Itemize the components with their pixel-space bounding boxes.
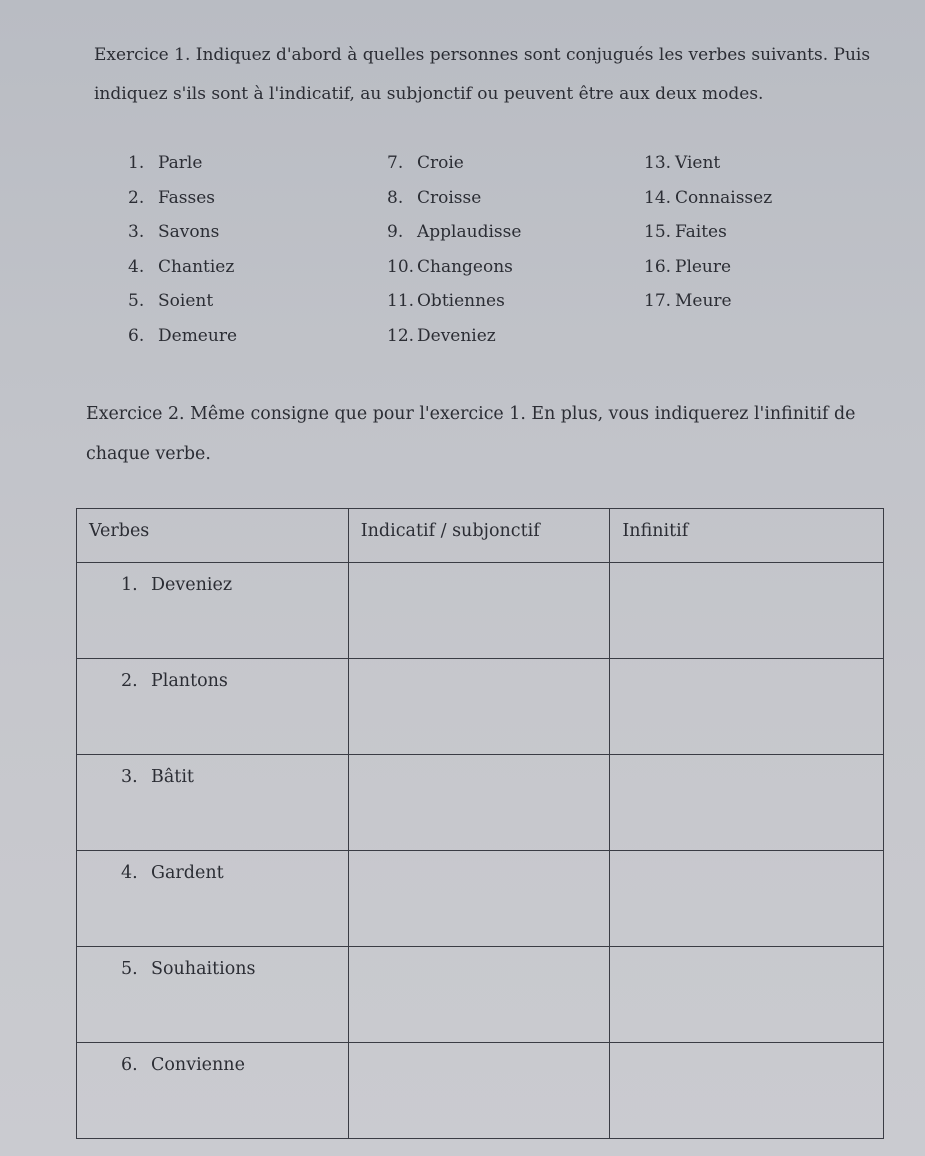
table-row	[77, 1043, 884, 1139]
verb-list-item	[128, 284, 237, 319]
exercise2-heading: Exercice 2. Même consigne que pour l'exercice 1. En plus, vous indiquerez l'infinitif de chaque verbe.	[86, 404, 856, 464]
verb-number: 17.	[644, 291, 672, 312]
row-verb: Deveniez	[151, 575, 233, 595]
verb-list-item	[128, 181, 237, 216]
exercise1-verb-list-col1	[128, 146, 237, 354]
row-number: 2.	[121, 671, 138, 691]
verb-list-item	[387, 215, 521, 250]
table-header-row	[77, 509, 884, 563]
verb-list-item	[387, 146, 521, 181]
verb-cell	[77, 755, 349, 851]
verb-list-item	[387, 284, 521, 319]
infinitive-answer-cell[interactable]	[610, 1043, 884, 1139]
verb-cell	[77, 851, 349, 947]
header-indicatif-subjonctif: Indicatif / subjonctif	[348, 509, 610, 563]
verb-number: 3.	[128, 222, 145, 243]
infinitive-answer-cell[interactable]	[610, 563, 884, 659]
verb-list-item	[128, 250, 237, 285]
mode-answer-cell[interactable]	[348, 851, 610, 947]
verb-number: 6.	[128, 325, 145, 346]
verb-list-item	[644, 250, 772, 285]
verb-text: Vient	[675, 153, 721, 173]
verb-number: 11.	[387, 291, 415, 312]
mode-answer-cell[interactable]	[348, 755, 610, 851]
table-row	[77, 659, 884, 755]
verb-cell	[77, 1043, 349, 1139]
verb-cell	[77, 659, 349, 755]
infinitive-answer-cell[interactable]	[610, 947, 884, 1043]
exercise2-table	[76, 508, 884, 1139]
row-number: 3.	[121, 767, 138, 787]
mode-answer-cell[interactable]	[348, 563, 610, 659]
table-row	[77, 947, 884, 1043]
row-number: 6.	[121, 1055, 138, 1075]
verb-list-item	[387, 181, 521, 216]
verb-number: 1.	[128, 153, 145, 173]
verb-text: Savons	[158, 222, 220, 243]
verb-text: Croie	[417, 153, 464, 173]
row-number: 4.	[121, 863, 138, 883]
row-number: 5.	[121, 959, 138, 979]
mode-answer-cell[interactable]	[348, 947, 610, 1043]
verb-text: Deveniez	[417, 325, 496, 346]
mode-answer-cell[interactable]	[348, 1043, 610, 1139]
mode-answer-cell[interactable]	[348, 659, 610, 755]
verb-cell	[77, 947, 349, 1043]
verb-number: 12.	[387, 325, 415, 346]
row-verb: Plantons	[151, 671, 228, 691]
verb-number: 16.	[644, 256, 672, 277]
verb-number: 15.	[644, 222, 672, 243]
verb-text: Connaissez	[675, 187, 773, 208]
verb-list-item	[644, 284, 772, 319]
row-verb: Bâtit	[151, 767, 194, 787]
verb-text: Fasses	[158, 187, 216, 208]
verb-text: Obtiennes	[417, 291, 505, 312]
verb-number: 9.	[387, 222, 404, 243]
verb-text: Demeure	[158, 325, 238, 346]
row-number: 1.	[121, 575, 138, 595]
header-verbes: Verbes	[77, 509, 349, 563]
verb-list-item	[644, 215, 772, 250]
verb-list-item	[128, 319, 237, 354]
exercise1-verb-list-col2	[387, 146, 521, 354]
verb-list-item	[644, 146, 772, 181]
exercise1-verb-list-col3	[644, 146, 772, 319]
table-row	[77, 755, 884, 851]
verb-text: Meure	[675, 291, 732, 312]
verb-number: 13.	[644, 153, 672, 173]
verb-number: 8.	[387, 187, 404, 208]
verb-list-item	[644, 181, 772, 216]
verb-number: 7.	[387, 153, 404, 173]
verb-text: Soient	[158, 291, 214, 312]
verb-list-item	[387, 250, 521, 285]
verb-text: Applaudisse	[417, 222, 522, 243]
header-infinitif: Infinitif	[610, 509, 884, 563]
verb-cell	[77, 563, 349, 659]
infinitive-answer-cell[interactable]	[610, 851, 884, 947]
verb-list-item	[128, 146, 237, 181]
verb-text: Parle	[158, 153, 203, 173]
verb-number: 4.	[128, 256, 145, 277]
exercise1-heading: Exercice 1. Indiquez d'abord à quelles personnes sont conjugués les verbes suivants. Puis indiquez s'ils sont à l'indicatif, au subjonctif ou peuvent être aux deux modes.	[94, 45, 871, 104]
row-verb: Souhaitions	[151, 959, 256, 979]
verb-number: 10.	[387, 256, 415, 277]
row-verb: Gardent	[151, 863, 224, 883]
infinitive-answer-cell[interactable]	[610, 755, 884, 851]
infinitive-answer-cell[interactable]	[610, 659, 884, 755]
verb-text: Croisse	[417, 187, 482, 208]
verb-number: 2.	[128, 187, 145, 208]
verb-text: Pleure	[675, 256, 732, 277]
verb-number: 14.	[644, 187, 672, 208]
table-row	[77, 563, 884, 659]
verb-text: Faites	[675, 222, 727, 243]
verb-text: Changeons	[417, 256, 513, 277]
row-verb: Convienne	[151, 1055, 245, 1075]
verb-text: Chantiez	[158, 256, 235, 277]
verb-list-item	[128, 215, 237, 250]
verb-list-item	[387, 319, 521, 354]
verb-number: 5.	[128, 291, 145, 312]
table-row	[77, 851, 884, 947]
